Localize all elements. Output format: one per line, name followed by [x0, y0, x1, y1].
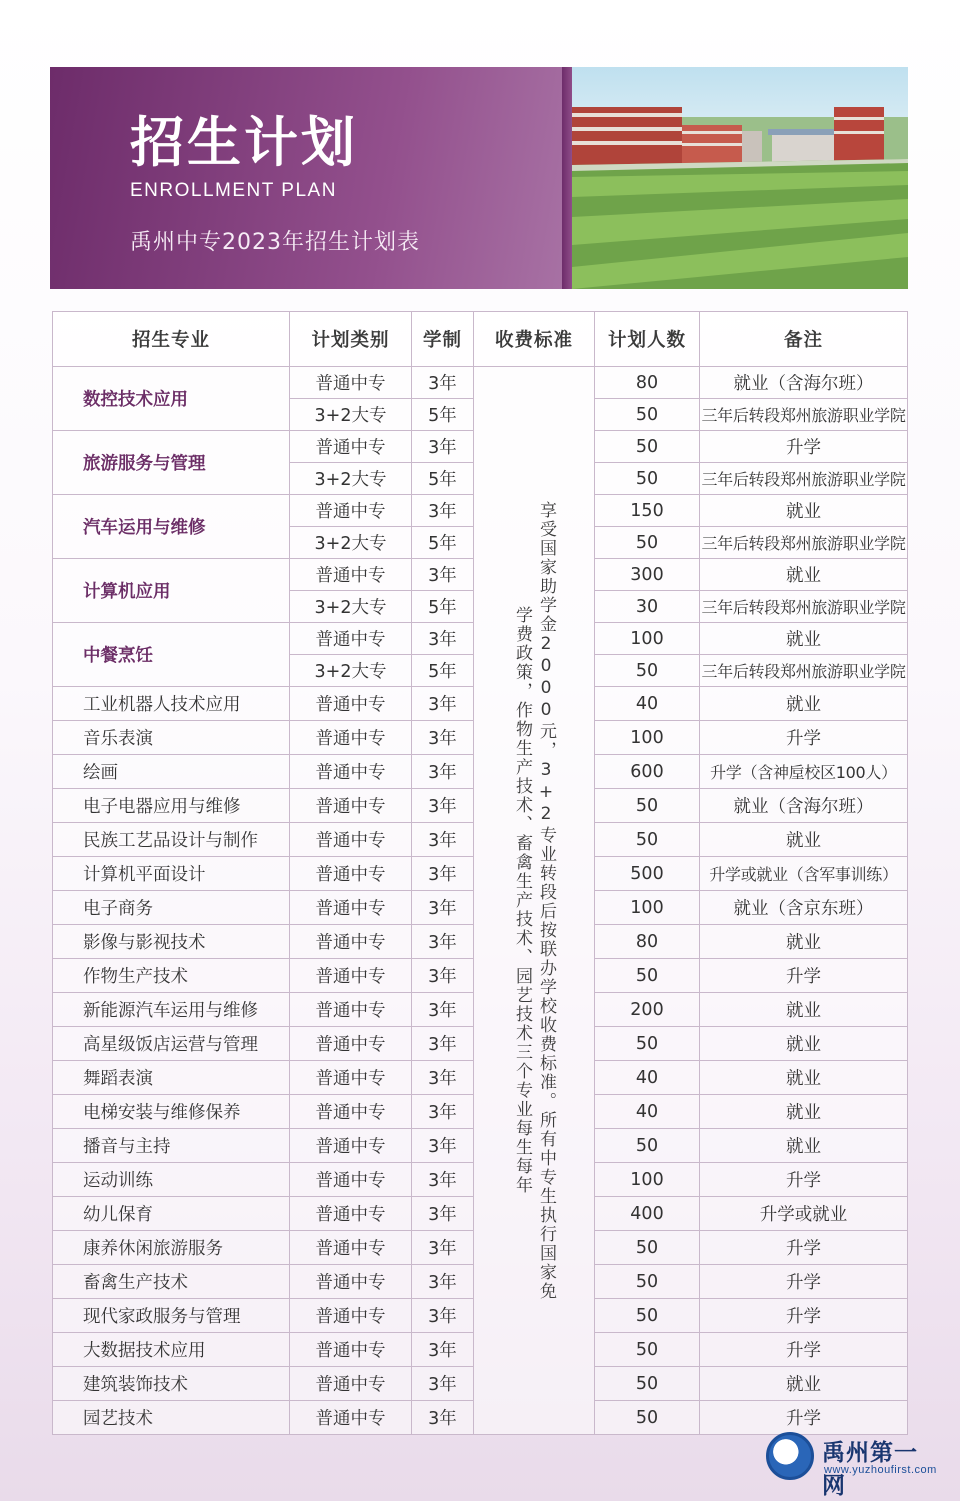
fee-cell [474, 367, 595, 1435]
note-cell: 升学或就业（含军事训练） [700, 857, 908, 891]
plan-type-cell: 3+2大专 [290, 399, 412, 431]
duration-cell: 3年 [412, 1333, 474, 1367]
major-cell: 作物生产技术 [53, 959, 290, 993]
plan-type-cell: 普通中专 [290, 1401, 412, 1435]
count-cell: 50 [595, 1367, 700, 1401]
site-url: www.yuzhoufirst.com [824, 1464, 937, 1476]
plan-type-cell: 普通中专 [290, 559, 412, 591]
duration-cell: 3年 [412, 721, 474, 755]
plan-type-cell: 普通中专 [290, 789, 412, 823]
count-cell: 50 [595, 1265, 700, 1299]
note-cell: 就业（含海尔班） [700, 789, 908, 823]
count-cell: 50 [595, 959, 700, 993]
major-cell: 园艺技术 [53, 1401, 290, 1435]
plan-type-cell: 普通中专 [290, 623, 412, 655]
note-cell: 就业 [700, 1129, 908, 1163]
count-cell: 100 [595, 623, 700, 655]
note-cell: 就业 [700, 687, 908, 721]
plan-type-cell: 普通中专 [290, 721, 412, 755]
page-subtitle-cn: 禹州中专2023年招生计划表 [130, 230, 420, 255]
header-banner [50, 67, 908, 289]
banner-divider [562, 67, 572, 289]
duration-cell: 5年 [412, 399, 474, 431]
duration-cell: 3年 [412, 789, 474, 823]
count-cell: 50 [595, 463, 700, 495]
page-subtitle-en: ENROLLMENT PLAN [130, 180, 337, 201]
plan-type-cell: 普通中专 [290, 1095, 412, 1129]
plan-type-cell: 普通中专 [290, 1299, 412, 1333]
count-cell: 50 [595, 399, 700, 431]
plan-type-cell: 普通中专 [290, 1265, 412, 1299]
plan-type-cell: 普通中专 [290, 823, 412, 857]
plan-type-cell: 普通中专 [290, 1367, 412, 1401]
major-cell: 现代家政服务与管理 [53, 1299, 290, 1333]
plan-type-cell: 普通中专 [290, 1129, 412, 1163]
note-cell: 就业 [700, 1061, 908, 1095]
duration-cell: 3年 [412, 1401, 474, 1435]
note-cell: 三年后转段郑州旅游职业学院 [700, 591, 908, 623]
plan-type-cell: 普通中专 [290, 755, 412, 789]
header-duration: 学制 [412, 312, 474, 367]
count-cell: 200 [595, 993, 700, 1027]
note-cell: 就业（含海尔班） [700, 367, 908, 399]
major-cell: 舞蹈表演 [53, 1061, 290, 1095]
count-cell: 50 [595, 655, 700, 687]
major-cell: 大数据技术应用 [53, 1333, 290, 1367]
plan-type-cell: 普通中专 [290, 687, 412, 721]
major-cell: 汽车运用与维修 [53, 495, 290, 559]
major-cell: 民族工艺品设计与制作 [53, 823, 290, 857]
major-cell: 影像与影视技术 [53, 925, 290, 959]
major-cell: 畜禽生产技术 [53, 1265, 290, 1299]
plan-type-cell: 3+2大专 [290, 591, 412, 623]
header-major: 招生专业 [53, 312, 290, 367]
count-cell: 30 [595, 591, 700, 623]
count-cell: 500 [595, 857, 700, 891]
note-cell: 三年后转段郑州旅游职业学院 [700, 655, 908, 687]
count-cell: 100 [595, 721, 700, 755]
duration-cell: 3年 [412, 1027, 474, 1061]
note-cell: 升学 [700, 721, 908, 755]
count-cell: 150 [595, 495, 700, 527]
note-cell: 就业 [700, 1027, 908, 1061]
note-cell: 就业 [700, 1095, 908, 1129]
count-cell: 50 [595, 823, 700, 857]
note-cell: 升学 [700, 1231, 908, 1265]
count-cell: 50 [595, 1299, 700, 1333]
duration-cell: 3年 [412, 687, 474, 721]
header-plan-count: 计划人数 [595, 312, 700, 367]
major-cell: 旅游服务与管理 [53, 431, 290, 495]
note-cell: 三年后转段郑州旅游职业学院 [700, 527, 908, 559]
campus-photo-illustration [572, 67, 908, 289]
major-cell: 运动训练 [53, 1163, 290, 1197]
plan-type-cell: 普通中专 [290, 959, 412, 993]
note-cell: 升学 [700, 1265, 908, 1299]
note-cell: 就业 [700, 559, 908, 591]
note-cell: 三年后转段郑州旅游职业学院 [700, 463, 908, 495]
duration-cell: 3年 [412, 755, 474, 789]
major-cell: 康养休闲旅游服务 [53, 1231, 290, 1265]
major-cell: 绘画 [53, 755, 290, 789]
duration-cell: 3年 [412, 1299, 474, 1333]
note-cell: 就业 [700, 623, 908, 655]
note-cell: 三年后转段郑州旅游职业学院 [700, 399, 908, 431]
duration-cell: 3年 [412, 925, 474, 959]
count-cell: 40 [595, 687, 700, 721]
duration-cell: 3年 [412, 993, 474, 1027]
plan-type-cell: 普通中专 [290, 1163, 412, 1197]
count-cell: 50 [595, 1129, 700, 1163]
major-cell: 电子商务 [53, 891, 290, 925]
site-name: 禹州第一网 [822, 1440, 918, 1499]
major-cell: 新能源汽车运用与维修 [53, 993, 290, 1027]
major-cell: 电梯安装与维修保养 [53, 1095, 290, 1129]
count-cell: 100 [595, 891, 700, 925]
duration-cell: 5年 [412, 591, 474, 623]
note-cell: 升学 [700, 431, 908, 463]
duration-cell: 3年 [412, 623, 474, 655]
note-cell: 升学 [700, 1163, 908, 1197]
plan-type-cell: 普通中专 [290, 1333, 412, 1367]
duration-cell: 3年 [412, 1061, 474, 1095]
duration-cell: 3年 [412, 431, 474, 463]
duration-cell: 3年 [412, 823, 474, 857]
site-logo-icon [766, 1432, 814, 1480]
count-cell: 50 [595, 1231, 700, 1265]
major-cell: 建筑装饰技术 [53, 1367, 290, 1401]
note-cell: 升学 [700, 1299, 908, 1333]
plan-type-cell: 普通中专 [290, 1197, 412, 1231]
plan-type-cell: 普通中专 [290, 993, 412, 1027]
site-watermark[interactable] [764, 1428, 940, 1499]
table-row [53, 367, 908, 399]
duration-cell: 3年 [412, 559, 474, 591]
note-cell: 就业 [700, 823, 908, 857]
duration-cell: 3年 [412, 1265, 474, 1299]
plan-type-cell: 普通中专 [290, 1027, 412, 1061]
major-cell: 音乐表演 [53, 721, 290, 755]
fee-note: 享受国家助学金2000元，3+2专业转段后按联办学校收费标准。所有中专生执行国家免学费政策，作物生产技术、畜禽生产技术、园艺技术三个专业每生每年 [512, 500, 556, 1301]
header-plan-type: 计划类别 [290, 312, 412, 367]
plan-type-cell: 3+2大专 [290, 463, 412, 495]
plan-type-cell: 普通中专 [290, 925, 412, 959]
enrollment-plan-table [52, 311, 908, 1435]
duration-cell: 3年 [412, 367, 474, 399]
count-cell: 300 [595, 559, 700, 591]
duration-cell: 3年 [412, 1095, 474, 1129]
plan-type-cell: 普通中专 [290, 1061, 412, 1095]
major-cell: 工业机器人技术应用 [53, 687, 290, 721]
count-cell: 50 [595, 1401, 700, 1435]
duration-cell: 3年 [412, 857, 474, 891]
duration-cell: 3年 [412, 1231, 474, 1265]
major-cell: 高星级饭店运营与管理 [53, 1027, 290, 1061]
note-cell: 升学 [700, 1401, 908, 1435]
count-cell: 600 [595, 755, 700, 789]
note-cell: 就业 [700, 925, 908, 959]
plan-type-cell: 普通中专 [290, 367, 412, 399]
major-cell: 电子电器应用与维修 [53, 789, 290, 823]
plan-type-cell: 普通中专 [290, 431, 412, 463]
page-title: 招生计划 [130, 111, 358, 174]
note-cell: 就业 [700, 1367, 908, 1401]
duration-cell: 3年 [412, 1129, 474, 1163]
plan-type-cell: 普通中专 [290, 1231, 412, 1265]
plan-type-cell: 3+2大专 [290, 655, 412, 687]
plan-type-cell: 普通中专 [290, 495, 412, 527]
major-cell: 播音与主持 [53, 1129, 290, 1163]
header-fee: 收费标准 [474, 312, 595, 367]
note-cell: 升学或就业 [700, 1197, 908, 1231]
duration-cell: 3年 [412, 495, 474, 527]
major-cell: 计算机应用 [53, 559, 290, 623]
campus-photo [572, 67, 908, 289]
count-cell: 40 [595, 1061, 700, 1095]
major-cell: 计算机平面设计 [53, 857, 290, 891]
duration-cell: 3年 [412, 1197, 474, 1231]
duration-cell: 3年 [412, 1367, 474, 1401]
duration-cell: 5年 [412, 463, 474, 495]
major-cell: 幼儿保育 [53, 1197, 290, 1231]
duration-cell: 5年 [412, 655, 474, 687]
count-cell: 50 [595, 789, 700, 823]
plan-type-cell: 3+2大专 [290, 527, 412, 559]
table-header-row [53, 312, 908, 367]
note-cell: 就业 [700, 495, 908, 527]
count-cell: 400 [595, 1197, 700, 1231]
note-cell: 升学（含神垕校区100人） [700, 755, 908, 789]
count-cell: 100 [595, 1163, 700, 1197]
note-cell: 升学 [700, 959, 908, 993]
count-cell: 40 [595, 1095, 700, 1129]
count-cell: 50 [595, 1333, 700, 1367]
duration-cell: 3年 [412, 1163, 474, 1197]
count-cell: 80 [595, 367, 700, 399]
note-cell: 就业（含京东班） [700, 891, 908, 925]
count-cell: 80 [595, 925, 700, 959]
major-cell: 中餐烹饪 [53, 623, 290, 687]
note-cell: 就业 [700, 993, 908, 1027]
count-cell: 50 [595, 431, 700, 463]
plan-type-cell: 普通中专 [290, 891, 412, 925]
duration-cell: 3年 [412, 891, 474, 925]
major-cell: 数控技术应用 [53, 367, 290, 431]
count-cell: 50 [595, 1027, 700, 1061]
plan-type-cell: 普通中专 [290, 857, 412, 891]
count-cell: 50 [595, 527, 700, 559]
duration-cell: 5年 [412, 527, 474, 559]
header-note: 备注 [700, 312, 908, 367]
note-cell: 升学 [700, 1333, 908, 1367]
duration-cell: 3年 [412, 959, 474, 993]
